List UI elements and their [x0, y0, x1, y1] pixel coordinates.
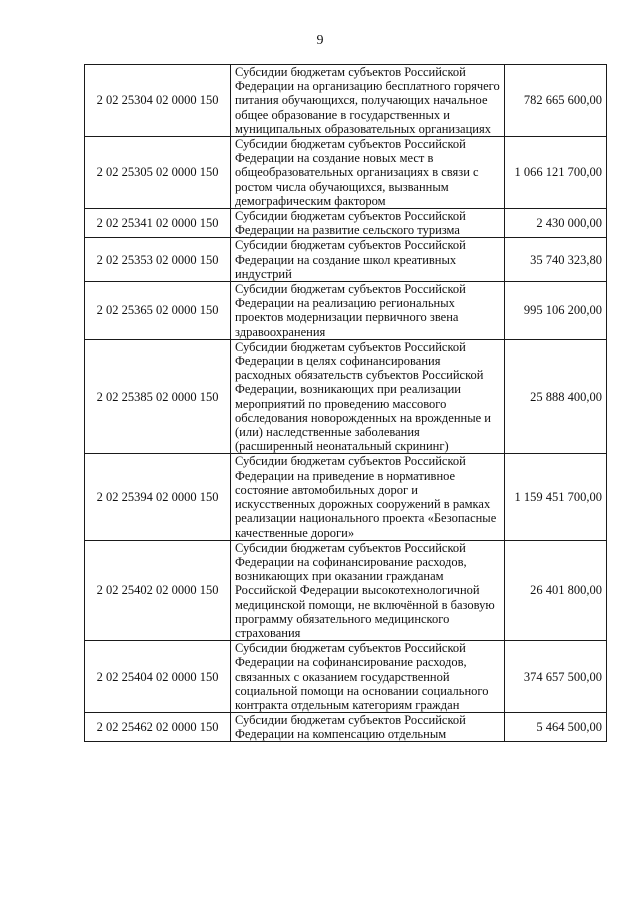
budget-code-cell: 2 02 25305 02 0000 150 [85, 137, 231, 209]
description-cell: Субсидии бюджетам субъектов Российской Федерации на компенсацию отдельным [235, 713, 466, 742]
table-row [85, 65, 607, 137]
table-row [85, 540, 607, 640]
budget-code-cell: 2 02 25341 02 0000 150 [85, 209, 231, 238]
budget-code-cell: 2 02 25404 02 0000 150 [85, 641, 231, 713]
description-cell: Субсидии бюджетам субъектов Российской Федерации в целях софинансирования расходных обязательств субъектов Российской Федерации, возникающих при реализации мероприятий по проведению массового обследования новорожденных на врожденные и (или) наследственные заболевания (расширенный неонатальный скрининг) [231, 339, 505, 454]
budget-code-cell: 2 02 25304 02 0000 150 [85, 65, 231, 137]
description-cell: Субсидии бюджетам субъектов Российской Федерации на создание новых мест в общеобразовательных организациях в связи с ростом числа обучающихся, вызванным демографическим фактором [231, 137, 505, 209]
amount-cell: 35 740 323,80 [505, 238, 607, 282]
budget-code-cell: 2 02 25402 02 0000 150 [85, 540, 231, 640]
description-cell: Субсидии бюджетам субъектов Российской Федерации на софинансирование расходов, связанных с оказанием государственной социальной помощи на основании социального контракта отдельным категориям граждан [231, 641, 505, 713]
amount-cell: 374 657 500,00 [505, 641, 607, 713]
table-row [85, 238, 607, 282]
amount-cell: 2 430 000,00 [505, 209, 607, 238]
description-cell: Субсидии бюджетам субъектов Российской Федерации на реализацию региональных проектов модернизации первичного звена здравоохранения [231, 282, 505, 340]
revenue-table-body [85, 65, 607, 742]
table-row [85, 137, 607, 209]
amount-cell: 1 066 121 700,00 [505, 137, 607, 209]
description-cell: Субсидии бюджетам субъектов Российской Федерации на создание школ креативных индустрий [231, 238, 505, 282]
amount-cell: 1 159 451 700,00 [505, 454, 607, 540]
table-row [85, 713, 607, 742]
description-cell-wrapper [231, 713, 505, 742]
table-row [85, 641, 607, 713]
description-cell: Субсидии бюджетам субъектов Российской Федерации на софинансирование расходов, возникающих при оказании гражданам Российской Федерации высокотехнологичной медицинской помощи, не включённой в базовую программу обязательного медицинского страхования [231, 540, 505, 640]
table-row [85, 209, 607, 238]
table-row [85, 339, 607, 454]
page-number: 9 [316, 33, 324, 48]
budget-code-cell: 2 02 25385 02 0000 150 [85, 339, 231, 454]
amount-cell: 26 401 800,00 [505, 540, 607, 640]
budget-code-cell: 2 02 25353 02 0000 150 [85, 238, 231, 282]
amount-cell: 5 464 500,00 [505, 713, 607, 742]
budget-code-cell: 2 02 25365 02 0000 150 [85, 282, 231, 340]
amount-cell: 995 106 200,00 [505, 282, 607, 340]
budget-code-cell: 2 02 25462 02 0000 150 [85, 713, 231, 742]
description-cell: Субсидии бюджетам субъектов Российской Федерации на развитие сельского туризма [231, 209, 505, 238]
description-cell: Субсидии бюджетам субъектов Российской Федерации на организацию бесплатного горячего питания обучающихся, получающих начальное общее образование в государственных и муниципальных образовательных организациях [231, 65, 505, 137]
table-row [85, 454, 607, 540]
amount-cell: 782 665 600,00 [505, 65, 607, 137]
description-cell: Субсидии бюджетам субъектов Российской Федерации на приведение в нормативное состояние автомобильных дорог и искусственных дорожных сооружений в рамках реализации национального проекта «Безопасные качественные дороги» [231, 454, 505, 540]
table-row [85, 282, 607, 340]
revenue-table [84, 64, 607, 742]
amount-cell: 25 888 400,00 [505, 339, 607, 454]
budget-code-cell: 2 02 25394 02 0000 150 [85, 454, 231, 540]
